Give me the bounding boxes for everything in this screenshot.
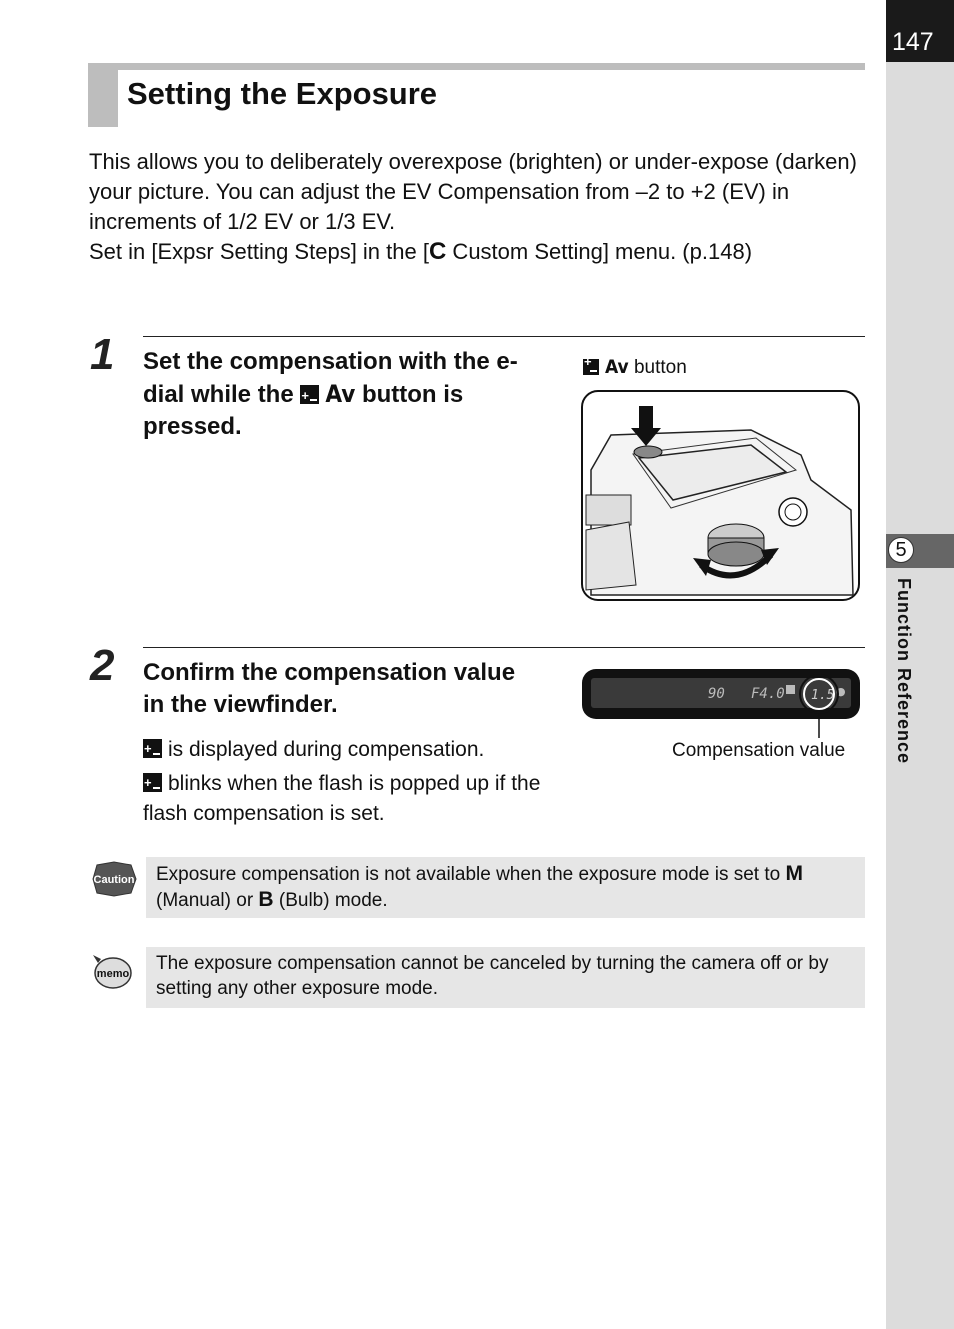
exposure-compensation-icon [143,739,162,758]
step-1-title-start: Set the compensation with the e-dial while the [143,348,518,408]
step-1-title-end: button is pressed. [143,381,464,440]
page-number: 147 [892,28,934,56]
memo-note: The exposure compensation cannot be canceled by turning the camera off or by setting any other exposure mode. [146,947,865,1008]
heading-block [88,70,118,127]
camera-illustration [581,390,861,602]
lcd-ev-icon [786,685,795,694]
exposure-compensation-icon [300,385,319,404]
av-label: Av [605,356,629,378]
chapter-title: Function Reference [894,578,914,765]
intro-text [89,147,869,267]
heading-bar [88,63,865,70]
bulb-mode-icon: B [258,888,274,911]
step-1-rule [143,336,865,337]
step-1-number: 1 [90,330,115,379]
lcd-shutter-speed: 90 [708,686,725,702]
memo-icon-label: memo [96,968,130,980]
caution-text-3: (Bulb) mode. [273,890,388,911]
intro-line2-start: Set in [Expsr Setting Steps] in the [ [89,239,429,264]
page-title: Setting the Exposure [127,76,438,111]
step-2-title: Confirm the compensation value in the viewfinder. [143,659,516,718]
intro-custom-setting-line [89,237,869,267]
custom-setting-icon: C [428,238,447,265]
manual-mode-icon: M [785,862,803,885]
caution-icon-label: Caution [93,874,135,886]
step-2-rule [143,647,865,648]
caution-text-1: Exposure compensation is not available when the exposure mode is set to [156,864,786,885]
step-2-body-2 [143,769,543,829]
intro-line2-end: Custom Setting] menu. (p.148) [446,239,753,264]
step-2-body-2-text: blinks when the flash is popped up if the flash compensation is set. [143,772,541,825]
lcd-compensation-value: 1.5 [811,688,835,703]
memo-icon [89,951,133,991]
figure-1-caption [583,356,687,379]
exposure-compensation-icon [583,359,599,375]
av-label: Av [325,380,356,408]
intro-paragraph: This allows you to deliberately overexpose (brighten) or under-expose (darken) your picture. You can adjust the EV Compensation from –2 to +2 (EV) in increments of 1/2 EV or 1/3 EV. [89,149,857,234]
lcd-sound-icon: ● [836,685,846,698]
viewfinder-lcd [581,668,861,738]
step-2-number: 2 [90,641,115,690]
caution-text-2: (Manual) or [156,890,259,911]
figure-2-caption: Compensation value [672,740,846,761]
caution-icon [89,861,139,897]
step-1-title [143,346,543,443]
lcd-aperture: F4.0 [751,686,785,702]
flash-compensation-icon [143,773,162,792]
caution-note [146,857,865,918]
step-2-body-1 [143,735,543,765]
figure-1-caption-text: button [628,357,687,378]
chapter-number: 5 [888,537,914,563]
step-2-body-1-text: is displayed during compensation. [168,738,485,761]
